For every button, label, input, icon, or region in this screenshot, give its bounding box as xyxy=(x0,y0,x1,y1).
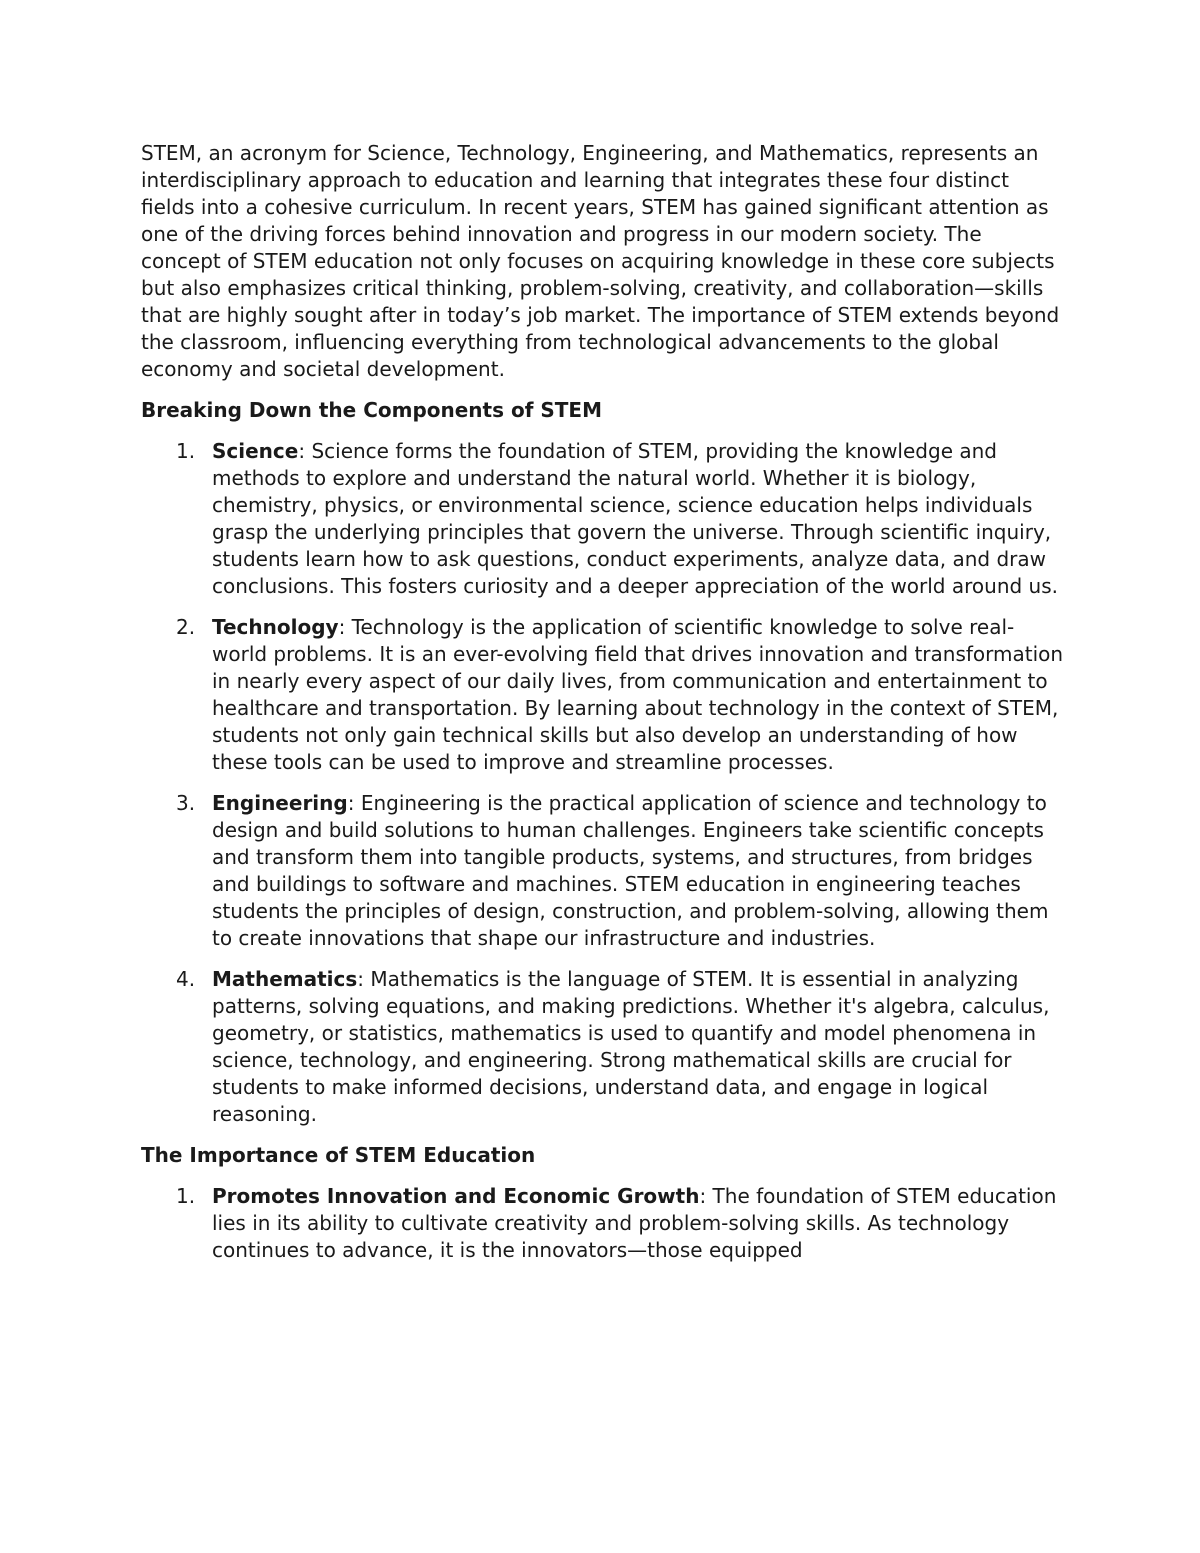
section-heading-components: Breaking Down the Components of STEM xyxy=(141,398,602,422)
list-item xyxy=(141,790,1066,952)
document-page xyxy=(141,140,1066,1278)
list-term: Science xyxy=(212,439,299,463)
list-term: Technology xyxy=(212,615,339,639)
list-term: Engineering xyxy=(212,791,348,815)
list-text: : The foundation of STEM education lies in its ability to cultivate creativity and problem-solving skills. As technology continues to advance, it is the innovators—those equipped xyxy=(212,1184,1057,1262)
list-item xyxy=(141,1183,1066,1264)
list-text: : Science forms the foundation of STEM, providing the knowledge and methods to explore and understand the natural world. Whether it is biology, chemistry, physics, or environmental science, science education helps individuals grasp the underlying principles that govern the universe. Through scientific inquiry, students learn how to ask questions, conduct experiments, analyze data, and draw conclusions. This fosters curiosity and a deeper appreciation of the world around us. xyxy=(212,439,1058,598)
list-item xyxy=(141,966,1066,1128)
list-term: Mathematics xyxy=(212,967,358,991)
list-item xyxy=(141,438,1066,600)
list-number: 1. xyxy=(176,1184,196,1208)
list-text: : Mathematics is the language of STEM. It is essential in analyzing patterns, solving equations, and making predictions. Whether it's algebra, calculus, geometry, or statistics, mathematics is used to quantify and model phenomena in science, technology, and engineering. Strong mathematical skills are crucial for students to make informed decisions, understand data, and engage in logical reasoning. xyxy=(212,967,1050,1126)
list-number: 3. xyxy=(176,791,196,815)
section-heading-importance: The Importance of STEM Education xyxy=(141,1143,536,1167)
list-term: Promotes Innovation and Economic Growth xyxy=(212,1184,700,1208)
list-number: 2. xyxy=(176,615,196,639)
list-number: 1. xyxy=(176,439,196,463)
importance-list xyxy=(141,1183,1066,1264)
intro-paragraph: STEM, an acronym for Science, Technology, Engineering, and Mathematics, represents an interdisciplinary approach to education and learning that integrates these four distinct fields into a cohesive curriculum. In recent years, STEM has gained significant attention as one of the driving forces behind innovation and progress in our modern society. The concept of STEM education not only focuses on acquiring knowledge in these core subjects but also emphasizes critical thinking, problem-solving, creativity, and collaboration—skills that are highly sought after in today’s job market. The importance of STEM extends beyond the classroom, influencing everything from technological advancements to the global economy and societal development. xyxy=(141,141,1060,381)
list-text: : Engineering is the practical application of science and technology to design and build solutions to human challenges. Engineers take scientific concepts and transform them into tangible products, systems, and structures, from bridges and buildings to software and machines. STEM education in engineering teaches students the principles of design, construction, and problem-solving, allowing them to create innovations that shape our infrastructure and industries. xyxy=(212,791,1049,950)
list-text: : Technology is the application of scientific knowledge to solve real-world problems. It is an ever-evolving field that drives innovation and transformation in nearly every aspect of our daily lives, from communication and entertainment to healthcare and transportation. By learning about technology in the context of STEM, students not only gain technical skills but also develop an understanding of how these tools can be used to improve and streamline processes. xyxy=(212,615,1064,774)
list-item xyxy=(141,614,1066,776)
list-number: 4. xyxy=(176,967,196,991)
components-list xyxy=(141,438,1066,1128)
